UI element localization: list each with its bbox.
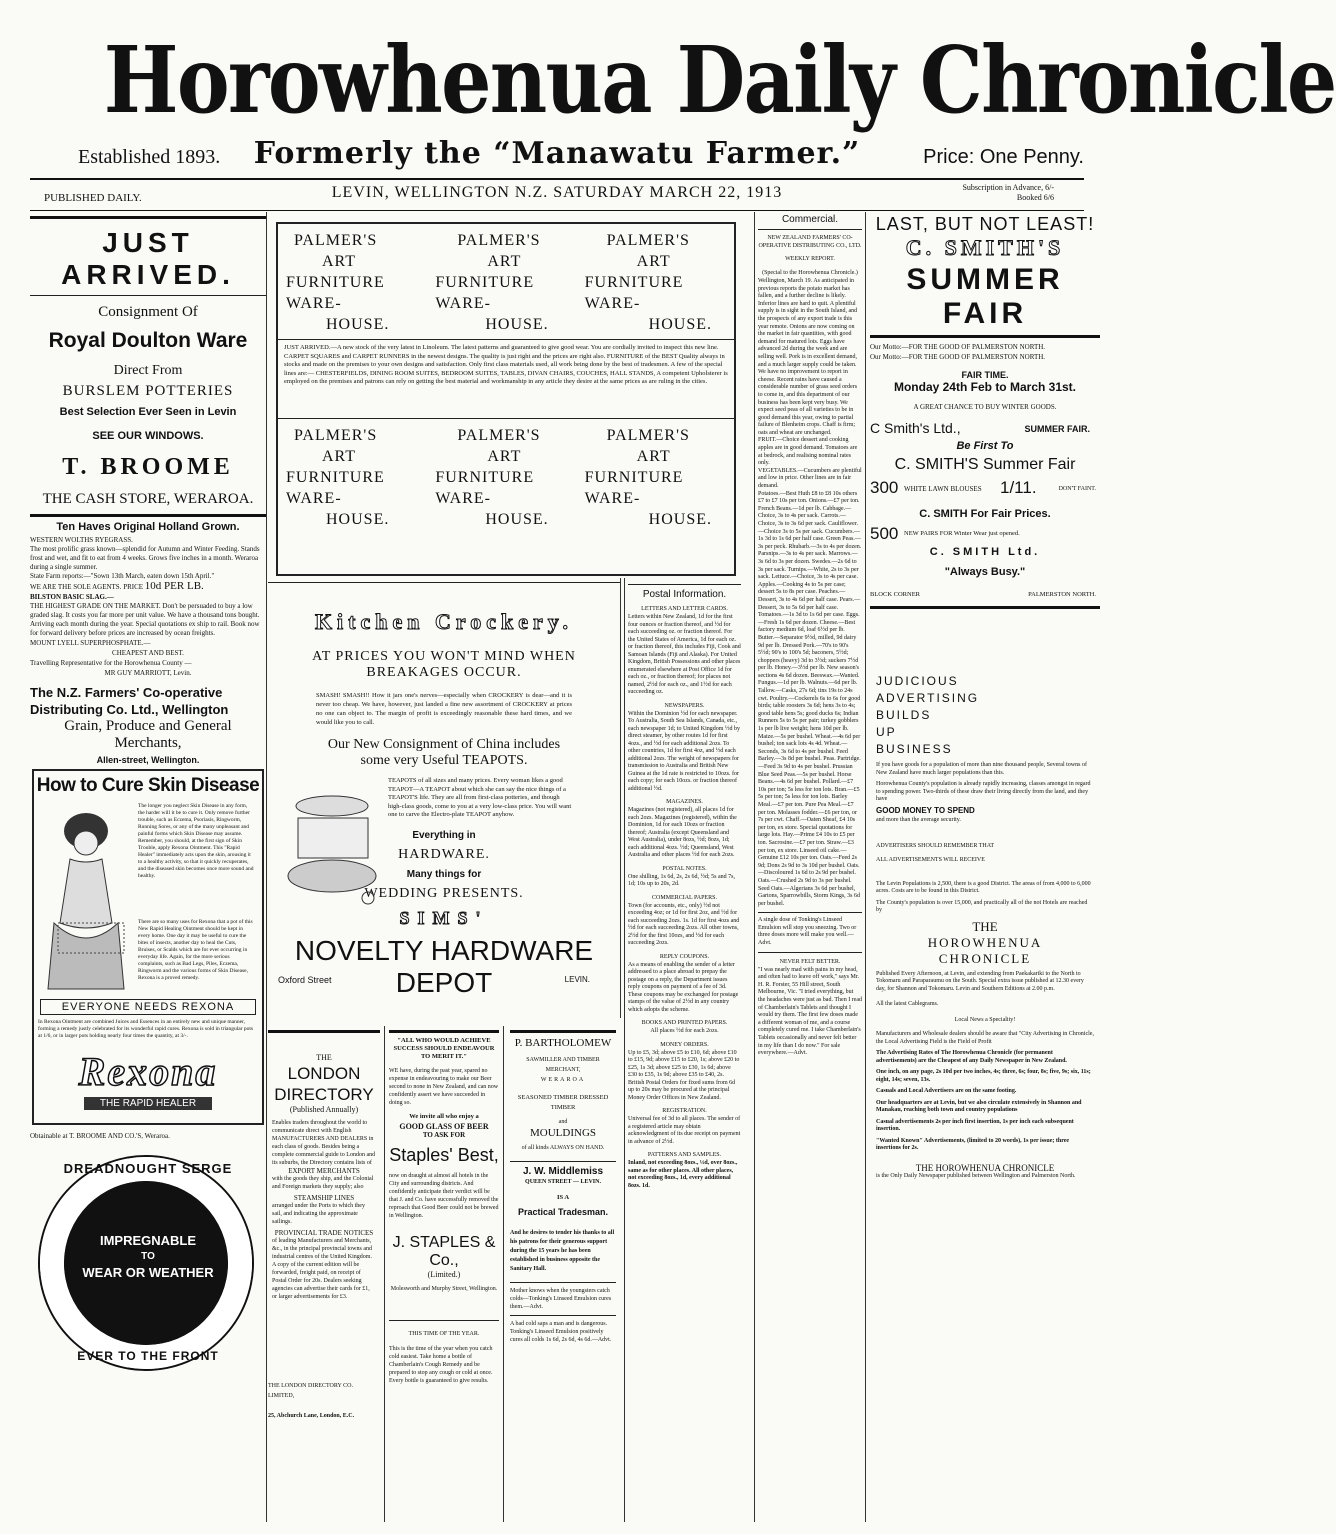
letters-heading: LETTERS AND LETTER CARDS. xyxy=(641,606,728,612)
nz-farmers: The N.Z. Farmers' Co-operative Distributing Co. Ltd., Wellington Grain, Produce and General Merchants, xyxy=(30,685,232,751)
bad-cough: A bad cold saps a man and is dangerous. Tonking's Linseed Emulsion positively cures all colds 1s 6d, 2s 6d, 4s 6d.—Advt. xyxy=(510,1321,612,1343)
obtainable: Obtainable at T. BROOME AND CO.'S, Weraroa. xyxy=(30,1132,170,1140)
published-annually: (Published Annually) xyxy=(289,1105,359,1114)
fair-dates: Monday 24th Feb to March 31st. xyxy=(893,380,1077,394)
palmerston-north: PALMERSTON NORTH. xyxy=(1028,591,1096,598)
summer-fair-2: SUMMER FAIR. xyxy=(1024,424,1090,434)
judicious-l5: BUSINESS xyxy=(876,742,953,756)
subscription: Subscription in Advance, 6/- Booked 6/6 xyxy=(962,183,1054,202)
magazines-heading: MAGAZINES. xyxy=(666,799,703,805)
palmers-ad xyxy=(276,222,736,576)
newspaper-title: Horowhenua Daily Chronicle xyxy=(103,26,1336,134)
postal-notes-text: One shilling, 1s 6d, 2s, 2s 6d, ½d; 5s and 7s, 1d; 10s up to 20s, 2d. xyxy=(628,873,736,887)
serge-top: DREADNOUGHT SERGE xyxy=(63,1161,233,1176)
to-ask: TO ASK FOR xyxy=(422,1131,466,1139)
practical: Practical Tradesman. xyxy=(517,1207,609,1217)
seasoned: SEASONED TIMBER DRESSED TIMBER xyxy=(517,1094,609,1111)
staples-limited: (Limited.) xyxy=(427,1270,461,1279)
c-smiths-summer: C. SMITH'S Summer Fair xyxy=(894,456,1076,473)
registration-heading: REGISTRATION. xyxy=(662,1108,707,1114)
rexona-logo: Rexona xyxy=(78,1049,218,1094)
advertisers-should: ADVERTISERS SHOULD REMEMBER THAT xyxy=(876,842,995,849)
just-arrived-heading: JUST ARRIVED. xyxy=(61,227,235,290)
sims-logo: SIMS' xyxy=(399,907,489,928)
manufacturers: Manufacturers and Wholesale dealers should be aware that "City Advertising in Chronicle, the Local Advertising Field is the Field of Profit xyxy=(876,1031,1094,1045)
palmers-top: PALMER'S ART FURNITURE WARE- HOUSE. PALMER'S ART FURNITURE WARE- HOUSE. PALMER'S ART FURNITURE WARE- HOUSE. xyxy=(286,232,712,333)
c-smiths: C. SMITH'S xyxy=(905,235,1065,260)
commercial-papers-text: Town (for accounts, etc., only) ½d not exceeding 4oz; or 1d for first 2oz, and ½d for each succeeding 2ozs. 1s. 1d for first 4ozs and ½d for each succeeding 2ozs. All other towns, 2½d for the first 10ozs, and ½d for each succeeding 2ozs. xyxy=(628,902,740,946)
good-money: GOOD MONEY TO SPEND xyxy=(876,805,975,815)
bartholomew-weraroa: WERAROA xyxy=(540,1077,586,1083)
ever-to-front: EVER TO THE FRONT xyxy=(77,1349,219,1363)
burslem: BURSLEM POTTERIES xyxy=(62,383,234,399)
judicious-ad xyxy=(870,673,1100,1180)
staples-text-2: now on draught at almost all hotels in the City and surrounding districts. And confidently anticipate their verdict will be that J. and Co. have successfully removed the reproach that Good Beer could not be brewed in Wellington. xyxy=(389,1173,499,1219)
vegetables-report: VEGETABLES.—Cucumbers are plentiful and low in price. Other lines are in fair demand. xyxy=(758,467,862,490)
bartholomew-ad xyxy=(506,1026,620,1522)
masthead xyxy=(30,24,1336,136)
dont-faint: DON'T FAINT. xyxy=(1058,486,1096,492)
motto-1: Our Motto:—FOR THE GOOD OF PALMERSTON NORTH. xyxy=(870,343,1046,351)
woman-illustration xyxy=(40,803,132,993)
great-chance: A GREAT CHANCE TO BUY WINTER GOODS. xyxy=(913,403,1057,411)
provincial-text: of leading Manufacturers and Merchants, &c., in the principal provincial towns and industrial centres of the United Kingdom. A copy of the current edition will be forwarded, freight paid, on receipt of Postal Order for 20s. Dealers seeking agencies can advertise their cards for £1, or larger advertisements for £3. xyxy=(272,1238,372,1300)
highest-grade: THE HIGHEST GRADE ON THE MARKET. Don't be persuaded to buy a low graded slag. It costs you far more per unit value. We have a thousand tons bought. Arriving each month during the year. Special quotations ex ship to rail. Book now for forward delivery before prices are increased by ocean freights. xyxy=(30,602,260,637)
consignment: Consignment Of xyxy=(98,304,198,320)
magazines-text: Magazines (not registered), all places 1d for each 2ozs. Magazines (registered), within the Dominion, 1d for each 10ozs or fraction thereof; Australia (except Queensland and West Australia), under 8ozs, ½d; 8ozs, 1d; each additional 4ozs. ½d; Queensland, West Australia and other places ½d for each 2ozs. xyxy=(628,807,737,858)
price-per-lb: 10d PER LB. xyxy=(144,580,204,592)
branches: Our headquarters are at Levin, but we also circulate extensively in Shannon and Manakau, reaching both town and country populations xyxy=(876,1099,1082,1113)
established: Established 1893. xyxy=(78,146,221,168)
steamship-lines: STEAMSHIP LINES xyxy=(293,1194,355,1202)
fair-prices: C. SMITH For Fair Prices. xyxy=(919,508,1051,520)
money-orders-heading: MONEY ORDERS. xyxy=(660,1041,709,1048)
produce-prices: Potatoes.—Best Huth £8 to £8 10s others £7 to £7 10s per ton. Onions.—£7 per ton. French Beans.—1d per lb. Cabbage.—Choice, 3s to 4s per sack. Carrots.—Choice, 3s to 3s 6d per sack. Cauliflower.—Choice 3s to 5s per sack. Cucumbers.—1s 3d to 1s 6d per half case. Green Peas.—3s per peck. Rhubarb.—3s to 4s per dozen. Parsnips.—3s to 4s per sack. Marrows.—3s 6d to 3s per dozen. Swedes.—2s 6d to 3s per sack. Turnips.—White, 2s to 3s per sack. Lettuce.—Choice, 3s to 4s per case. Apples.—Cooking 4s to 5s per case; dessert 5s to 8s per case. Peaches.—Dessert, 3s to 4s 6d per half case. Pears.—Dessert, 3s to 5s 6d per half case. Tomatoes.—1s 3d to 1s 6d per case. Eggs.—Fresh 1s 6d per dozen. Cheese.—Best factory medium 6d, loaf 6½d per lb. Butter.—Separator 9½d, milled, 9d dairy 9d per lb. Dressed Pork.—70's to 90's 5½d; 90's to 100's 5d; baconers, 5½d; choppers (heavy) 3d to 3½d; suckers 7½d per lb. Honey.—3½d per lb. New season's sections 4s 6d dozen. Beeswax.—Wanted. Fungus.—1d per lb. Walnuts.—6d per lb. Tallow.—Casks, 27s 6d; tins 19s to 24s cwt. Poultry.—Cockerels 6s to 6s for good birds; table roosters 3s 6d; hens 3s to 4s; good table hens 5s; good ducks 6s; Indian Runners 5s to 5s per pair; turkey gobblers 1s per lb live weight; hens 10d per lb. Maize.—5s per bushel. Wheat.—4s 6d per bushel; ton sack lots 4s 4d. Wheat.—Seconds, 3s 6d to 4s per bushel. Feed Barley.—3s 8d per bushel. Peas. Partridge.—Feed 3s 9d to 4s per bushel. Prussian Blue Seed Peas.—5s per bushel. Horse Beans.—4s 6d per bushel. Pollard.—£7 10s per ton; 5s less for ton lots. Bran.—£5 5s per ton; 5s less for ton lots. Barley Meal.—£7 per ton. Pure Pea Meal.—£7 per ton. Molasses fodder.—£6 per ton, or 7s per cwt. Chaff.—Oaten Sheaf, £4 10s per ton, ex store. Special quotations for large lots. Hay.—Prime £4 10s to £5 per ton. Sacrosine.—£7 per ton. Straw.—£3 per ton, ex store. Linseed oil cake.—Genuine £12 10s per ton. Oats.—Feed 2s 9d; Dons 2s 9d to 3s 10d per bushel. Oats.—Discoloured 1s 6d to 2s 9d per bushel. Oats.—Crushed 2s 9d to 3s per bushel. Seed Oats.—Algerians 3s 6d per bushel, Gartons, Sparrowbills, Storm Kings, 3s 6d per bushel. xyxy=(758,490,862,907)
books-text: All places ½d for each 2ozs. xyxy=(650,1028,719,1034)
staples-best: Staples' Best, xyxy=(389,1145,499,1165)
postal-column xyxy=(624,578,744,1522)
crockery-title: Kitchen Crockery. xyxy=(314,609,574,634)
mouldings: MOULDINGS xyxy=(530,1127,596,1139)
judicious-l2: ADVERTISING xyxy=(876,691,980,705)
always-busy: "Always Busy." xyxy=(944,566,1026,578)
the-label: THE xyxy=(316,1053,332,1062)
broome-logo: T. BROOME xyxy=(62,454,234,480)
western: WESTERN WOLTHS RYEGRASS. xyxy=(30,536,133,544)
commercial-title: Commercial. xyxy=(781,214,839,225)
bilston: BILSTON BASIC SLAG.— xyxy=(30,593,114,601)
middlemiss: J. W. Middlemiss xyxy=(522,1166,604,1177)
commercial-papers-heading: COMMERCIAL PAPERS. xyxy=(652,894,717,901)
judicious-l1: JUDICIOUS xyxy=(876,674,959,688)
never-felt-heading: NEVER FELT BETTER. xyxy=(779,958,841,965)
wear-or-weather: WEAR OR WEATHER xyxy=(82,1265,214,1280)
judicious-text-3: and more than the average security. xyxy=(876,816,961,823)
crockery-ad xyxy=(268,578,621,1018)
registration-text: Universal fee of 3d to all places. The sender of a registered article may obtain acknowledgment of its due receipt on payment in advance of 2½d. xyxy=(628,1116,741,1145)
commercial-column xyxy=(754,212,866,1522)
breakages: BREAKAGES OCCUR. xyxy=(366,665,522,680)
weekly-report: WEEKLY REPORT. xyxy=(785,256,835,262)
skin-text: The longer you neglect Skin Disease in any form, the harder will it be to cure it. Only remove further trouble, such as Eczema, Psoriasis, Ringworm, Running Sores, or any of the many unpleasant and painful forms which Skin Disease may assume. Remember, you should, at the first sign of Skin Trouble, apply Rexona Ointment. This "Rapid Healer" immediately acts upon the skin, arousing it to a healthy activity, so that it quickly recuperates, and the diseased skin becomes once more sound and healthy. xyxy=(138,803,254,879)
footer-text: is the Only Daily Newspaper published between Wellington and Palmerston North. xyxy=(876,1172,1076,1179)
cheapest: CHEAPEST AND BEST. xyxy=(112,649,184,657)
bartholomew-name: P. BARTHOLOMEW xyxy=(514,1037,612,1049)
fair-time: FAIR TIME. xyxy=(961,370,1009,380)
export-text: with the goods they ship, and the Colonial and Foreign markets they supply; also xyxy=(272,1176,374,1190)
center-block xyxy=(268,212,744,1522)
mother: Mother knows when the youngsters catch colds—Tonking's Linseed Emulsion cures them.—Advt. xyxy=(510,1288,612,1310)
newspapers-text: Within the Dominion ½d for each newspaper. To Australia, South Sea Islands, Canada, etc., each newspaper 1d; to United Kingdom ½d by direct steamer, by other routes 1d for first 4ozs., and ½d for each additional 2ozs. To other countries, 1d for first 4oz, and ½d each additional 2ozs. The weight of newspapers for transmission to Australia and British New Guinea at the 1d rate is restricted to 10ozs. for each copy; for each 10ozs. or fraction thereof additional ½d. xyxy=(628,710,740,792)
everyone-needs: EVERYONE NEEDS REXONA xyxy=(40,999,256,1015)
wanted: "Wanted Known" Advertisements, (limited to 20 words), 1s per issue; three insertions for 2s. xyxy=(876,1137,1070,1151)
motto-2: Our Motto:—FOR THE GOOD OF PALMERSTON NORTH. xyxy=(870,353,1046,361)
skin-text-2: There are so many uses for Rexona that a pot of this New Rapid Healing Ointment should be kept in every home. One day it may be useful to cure the bites of insects, another day to heal the Cuts, Bruises, or Scalds which are for ever occurring in everyday life. Again, for the more serious complaints, such as Bad Legs, Piles, Eczema, Ringworm and the various forms of Skin Disease, Rexona is a proved remedy. xyxy=(138,919,253,981)
price-111: 1/11. xyxy=(1000,478,1037,497)
provincial-notices: PROVINCIAL TRADE NOTICES xyxy=(274,1229,374,1237)
staples-text: WE have, during the past year, spared no expense in endeavouring to make our Beer second to none in New Zealand, and can now confidently assert we have succeeded in doing so. xyxy=(389,1068,499,1106)
sole-agents: WE ARE THE SOLE AGENTS. PRICE xyxy=(30,583,144,591)
judicious-chronicle: CHRONICLE xyxy=(938,950,1032,966)
export-merchants: EXPORT MERCHANTS xyxy=(288,1167,360,1175)
crockery-icon xyxy=(282,788,378,908)
time-of-year: THIS TIME OF THE YEAR. xyxy=(408,1331,480,1337)
tonking-advt: A single dose of Tonking's Linseed Emulsion will stop you sneezing. Two or three doses more will make you well.—Advt. xyxy=(758,917,857,947)
all-advertisements: ALL ADVERTISEMENTS WILL RECEIVE xyxy=(876,856,985,863)
special-note: (Special to the Horowhenua Chronicle.) xyxy=(762,270,858,276)
is-a: IS A xyxy=(556,1194,570,1201)
london-text: Enables traders throughout the world to communicate direct with English MANUFACTURERS AND DEALERS in each class of goods. Besides being a complete commercial guide to London and its suburbs, the Directory contains lists of xyxy=(272,1120,376,1166)
rep: MR GUY MARRIOTT, Levin. xyxy=(104,669,192,677)
formerly-line: Formerly the “Manawatu Farmer.” xyxy=(253,136,861,171)
allen-st: Allen-street, Wellington. xyxy=(96,755,200,765)
teapots-text: TEAPOTS of all sizes and many prices. Every woman likes a good TEAPOT—A TEAPOT about which she can say the nice things of a TEAPOT'S life. They are all from first-class potteries, and though high-class goods, come to you at a very low-class price. You will want one to carve the Electro-plate TEAPOT anyhow. xyxy=(388,777,572,818)
pairs: NEW PAIRS FOR Winter Wear just opened. xyxy=(904,530,1020,537)
sawmiller: SAWMILLER AND TIMBER MERCHANT, xyxy=(526,1057,600,1073)
teapots-heading: some very Useful TEAPOTS. xyxy=(360,753,528,768)
judicious-text-5: The County's population is over 15,000, and practically all of the not Hotels are reached by xyxy=(876,899,1088,913)
wedding: WEDDING PRESENTS. xyxy=(364,885,524,901)
smiths-ltd: C Smith's Ltd., xyxy=(870,420,961,436)
masthead-subrow xyxy=(30,136,1084,176)
new-consignment: Our New Consignment of China includes xyxy=(327,737,561,752)
lifebuoy-center xyxy=(64,1181,228,1345)
prices-line: AT PRICES YOU WON'T MIND WHEN xyxy=(312,649,576,664)
impregnable: IMPREGNABLE xyxy=(99,1233,197,1248)
good-glass: GOOD GLASS OF BEER xyxy=(399,1122,489,1131)
levin-label: LEVIN. xyxy=(564,974,590,984)
money-text: Up to £5, 3d; above £5 to £10, 6d; above £10 to £15, 9d; above £15 to £20, 1s; above £20 to £25, 1s 3d; above £25 to £30, 1s 6d; above £30 to £35, 1s 9d; above £35 to £40, 2s. British Postal Orders for fixed sums from 6d up to 20s may be procured at the principal Money Order Offices in New Zealand. xyxy=(628,1049,740,1101)
staples-address: Molesworth and Murphy Street, Wellington. xyxy=(390,1286,498,1292)
palmers-text: JUST ARRIVED.—A new stock of the very latest in Linoleum. The latest patterns and guaranteed to give good wear. You are cordially invited to inspect this new line. CARPET SQUARES and CARPET RUNNERS in the newest designs. The quality is just right and the prices are right also. FURNITURE of the BEST Quality always in stocks and made on the premises to your own designs and satisfaction. Only first class materials used, all work being done by the best of tradesmen. A few of the special lines are:— CHESTERFIELDS, DINING ROOM SUITES, BEDROOM SUITES, TABLES, DIVAN CHAIRS, COUCHES, HALL STANDS, A competent Upholsterer is employed on the premises and patrons can rely on getting the best material and workmanship in any article they desire at the same prices as are ruling in the cities. xyxy=(278,339,734,419)
place-date: LEVIN, WELLINGTON N.Z. SATURDAY MARCH 22, 1913 xyxy=(331,184,783,201)
one-inch: One inch, on any page, 2s 10d per two inches, 4s; three, 6s; four, 8s; five, 9s; six, 11s; eight, 14s; seven, 13s. xyxy=(876,1069,1091,1083)
judicious-text-4: The Levin Populations is 2,500, there is a good District. The areas of from 4,000 to 6,000 acres. Costs are to be found in this District. xyxy=(876,880,1091,894)
queen-st: QUEEN STREET — LEVIN. xyxy=(525,1179,601,1185)
n500: 500 xyxy=(870,524,899,543)
best-selection: Best Selection Ever Seen in Levin xyxy=(59,406,237,418)
staples-company: J. STAPLES & Co., xyxy=(392,1234,496,1269)
never-felt-text: "I was nearly mad with pains in my head, and often had to leave off work," says Mr. H. R. Forster, 55 Hill street, South Melbourne, Vic. "I tried everything, but the headaches were just as bad. Then I read of Chamberlain's Tablets and thought I would try them. The first few doses made a different woman of me, and a course completely cured me. I take Chamberlain's Tablets occasionally and never felt better in my life than I do now." For sale everywhere.—Advt. xyxy=(758,966,863,1057)
commercial-report: Wellington, March 19. As anticipated in previous reports the potato market has fallen, and a further decline is likely. Inferior lines are hard to quit. A plentiful supply is in sight in the South Island, and the prospects of any export trade is this year remote. Onions are now coming on the market in fair quantities, with good demand for matured lots. Eggs have advanced 2d during the week and are selling well. Pork is in excellent demand, and a much larger supply could be taken. We have no improvement to report in cheese. Recent rains have caused a considerable number of grass seed orders to come in, and this department of our business has been kept very busy. We expect seed peas of all varieties to be in good demand this year, owing to partial failure of Blenheim crops. Chaff is firm; oats and wheat are unchanged. xyxy=(758,278,858,436)
fruit-report: FRUIT.—Choice dessert and cooking apples are in good demand. Tomatoes are at bedrock, and realising nominal rates only. xyxy=(758,437,858,467)
local-news: Local News a Speciality! xyxy=(954,1017,1016,1023)
postal-notes-heading: POSTAL NOTES. xyxy=(662,865,707,872)
patterns-heading: PATTERNS AND SAMPLES. xyxy=(647,1152,722,1158)
rest: Casuals and Local Advertisers are on the same footing. xyxy=(876,1088,1017,1094)
rexona-text: In Rexona Ointment are combined Juices and Essences in an entirely new and unique manner, forming a remedy justly celebrated for its wonderful rapid cures. Rexona is sold in triangular pots at 1/6, or in larger pots holding nearly four times the quantity, at 3/-. xyxy=(38,1019,254,1039)
casual: Casual advertisements 2s per inch first insertion, 1s per inch each subsequent insertion. xyxy=(876,1118,1074,1132)
serge-ad xyxy=(36,1153,260,1393)
summer-fair-heading: SUMMER FAIR xyxy=(906,263,1064,330)
depot: DEPOT xyxy=(395,966,493,998)
white-lawn: WHITE LAWN BLOUSES xyxy=(904,485,982,493)
rexona-ad xyxy=(32,769,264,1125)
judicious-l3: BUILDS xyxy=(876,708,932,722)
postal-title: Postal Information. xyxy=(642,589,727,600)
column-1 xyxy=(30,212,267,1522)
directory-address: 25, Abchurch Lane, London, E.C. xyxy=(268,1413,355,1419)
staples-ad xyxy=(384,1026,504,1522)
n300: 300 xyxy=(870,478,899,497)
see-windows: SEE OUR WINDOWS. xyxy=(92,430,204,442)
all-who: "ALL WHO WOULD ACHIEVE SUCCESS SHOULD ENDEAVOUR TO MERIT IT." xyxy=(393,1037,495,1060)
books-heading: BOOKS AND PRINTED PAPERS. xyxy=(641,1020,728,1026)
ten-haves: Ten Haves Original Holland Grown. xyxy=(56,521,240,533)
judicious-text-2: Horowhenua County's population is already rapidly increasing, classes amongst in regard to spending power. Two-thirds of these draw their living directly from the land, and they have xyxy=(876,781,1091,802)
steamship-text: arranged under the Ports to which they sail, and indicating the approximate sailings. xyxy=(272,1203,365,1225)
judicious-text-1: If you have goods for a population of more than nine thousand people, Several towns of New Zealand have much larger populations than this. xyxy=(876,762,1087,776)
divider xyxy=(30,216,266,219)
palmers-bottom: PALMER'S ART FURNITURE WARE- HOUSE. PALMER'S ART FURNITURE WARE- HOUSE. PALMER'S ART FURNITURE WARE- HOUSE. xyxy=(286,427,712,528)
london-label: LONDON xyxy=(287,1064,361,1083)
mount-lyell: MOUNT LYELL SUPERPHOSPHATE.— xyxy=(30,639,151,647)
price: Price: One Penny. xyxy=(923,146,1084,168)
smith-ltd: C. SMITH Ltd. xyxy=(929,546,1041,558)
judicious-the: THE xyxy=(972,918,998,934)
directory-label: DIRECTORY xyxy=(274,1085,374,1104)
state-farm: State Farm reports:—"Sown 13th March, eaten down 15th April." xyxy=(30,572,215,580)
directory-footer: THE LONDON DIRECTORY CO. LIMITED, xyxy=(268,1383,353,1399)
oxford: Oxford Street xyxy=(278,974,332,985)
judicious-horowhenua: HOROWHENUA xyxy=(927,934,1043,950)
and-label: and xyxy=(558,1119,568,1125)
rates: The Advertising Rates of The Horowhenua Chronicle (for permanent advertisements) are the Cheapest of any Daily Newspaper in New Zealand. xyxy=(876,1050,1067,1064)
be-first: Be First To xyxy=(956,440,1014,452)
time-text: This is the time of the year when you catch cold easiest. Take home a bottle of Chamberlain's Cough Remedy and be prepared to stop any cough or cold at once. Every bottle is guaranteed to give results. xyxy=(389,1346,493,1384)
smash-text: SMASH! SMASH!! How it jars one's nerves—especially when CROCKERY is dear—and it is never too cheap. We have, however, just landed a fine new assortment of CROCKERY at prices no one can object to. The margin of profit is exceedingly reasonable these hard times, and we would like you to call. xyxy=(316,692,572,726)
woman-icon xyxy=(40,803,132,993)
travelling: Travelling Representative for the Horowhenua County — xyxy=(30,659,192,667)
block-corner: BLOCK CORNER xyxy=(870,591,921,598)
patterns-text: Inland, not exceeding 8ozs., ½d, over 8ozs., same as for other places. All other places, not exceeding 8ozs., 1d, every additional 8ozs. 1d. xyxy=(628,1160,738,1189)
column-6 xyxy=(870,212,1100,1522)
latest-cables: All the latest Cablegrams. xyxy=(876,1001,939,1007)
judicious-published: Published Every Afternoon, at Levin, and extending from Paekakariki to the North to Tokomaru and Paraparaumu on the South. Special extra issue published at 12.30 every day, for Shannon and Tokomaru. Levin and Southern Editions at 2.00 p.m. xyxy=(876,970,1084,992)
direct-from: Direct From xyxy=(113,363,183,378)
reply-text: As a means of enabling the sender of a letter addressed to a place abroad to prepay the postage on a reply, the Department issues reply coupons on payment of a fee of 3d. These coupons may be exchanged for postage stamps of the value of 2½d in any country which adopts the scheme. xyxy=(628,961,739,1013)
footer-the-chronicle: THE HOROWHENUA CHRONICLE xyxy=(915,1162,1055,1173)
desires: And he desires to tender his thanks to all his patrons for their generous support during the 15 years he has been established in business opposite the Sanitary Hall. xyxy=(510,1230,615,1272)
ryegrass-text: The most prolific grass known—splendid for Autumn and Winter Feeding. Stands frost and wet, and fit to eat from 4 weeks. Grows five inches in a month. Weraroa during a single summer. xyxy=(30,545,260,571)
royal-doulton: Royal Doulton Ware xyxy=(48,329,248,352)
teapot-illustration xyxy=(282,788,378,908)
many-things: Many things for xyxy=(406,868,482,880)
published-daily: PUBLISHED DAILY. xyxy=(44,192,142,204)
rapid-healer: THE RAPID HEALER xyxy=(84,1097,212,1110)
newspapers-heading: NEWSPAPERS. xyxy=(664,702,705,709)
cash-store: THE CASH STORE, WERAROA. xyxy=(42,491,254,507)
last-but-not-least: LAST, BUT NOT LEAST! xyxy=(875,214,1095,234)
novelty: NOVELTY HARDWARE xyxy=(294,934,594,966)
skin-title: How to Cure Skin Disease xyxy=(36,775,260,796)
reply-coupons-heading: REPLY COUPONS. xyxy=(659,953,710,960)
judicious-l4: UP xyxy=(876,725,897,739)
invite: We invite all who enjoy a xyxy=(409,1113,479,1120)
to: TO xyxy=(141,1251,155,1262)
letters-text: Letters within New Zealand, 1d for the first four ounces or fraction thereof, and ½d for each succeeding oz. or fraction thereof. For the United States of America, 1d for each oz. or fraction thereof, this includes Fiji, Cook and Samoan Islands (Fiji and Alaska). For United Kingdom, British Possessions and other places enumerated elsewhere at Post Office 1d for each oz., or fraction thereof; for places not named, 2½d for each oz., and 1½d for each succeeding oz. xyxy=(628,614,741,695)
farmers-heading: NEW ZEALAND FARMERS' CO-OPERATIVE DISTRIBUTING CO., LTD. xyxy=(758,235,862,249)
hardware: HARDWARE. xyxy=(398,846,490,862)
everything-in: Everything in xyxy=(412,829,476,841)
dateline xyxy=(30,178,1084,211)
all-kinds: of all kinds ALWAYS ON HAND. xyxy=(521,1145,605,1151)
london-directory-ad xyxy=(268,1026,380,1522)
